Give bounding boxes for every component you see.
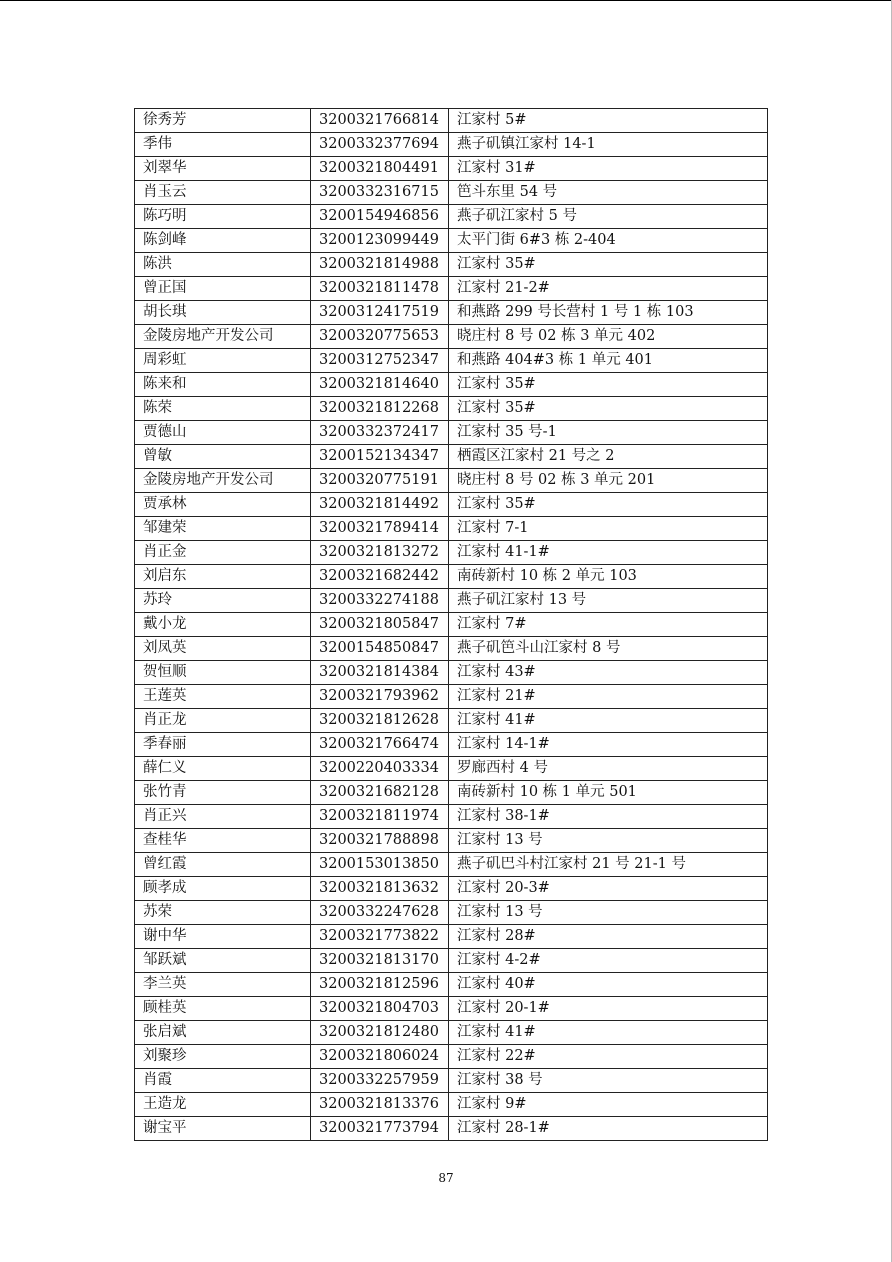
account-cell: 3200320775653 — [311, 325, 449, 349]
address-cell: 江家村 21-2# — [449, 277, 768, 301]
table-row — [135, 541, 768, 565]
account-cell: 3200321766474 — [311, 733, 449, 757]
account-cell: 3200321811974 — [311, 805, 449, 829]
account-cell: 3200152134347 — [311, 445, 449, 469]
account-cell: 3200154946856 — [311, 205, 449, 229]
account-cell: 3200321773794 — [311, 1117, 449, 1141]
account-cell: 3200321766814 — [311, 109, 449, 133]
account-cell: 3200321788898 — [311, 829, 449, 853]
account-cell: 3200321812596 — [311, 973, 449, 997]
account-cell: 3200321814384 — [311, 661, 449, 685]
account-cell: 3200321812628 — [311, 709, 449, 733]
name-cell: 王造龙 — [135, 1093, 311, 1117]
name-cell: 苏玲 — [135, 589, 311, 613]
address-cell: 江家村 38-1# — [449, 805, 768, 829]
address-cell: 江家村 28-1# — [449, 1117, 768, 1141]
account-cell: 3200332316715 — [311, 181, 449, 205]
table-row — [135, 349, 768, 373]
table-row — [135, 1045, 768, 1069]
table-row — [135, 229, 768, 253]
table-row — [135, 1117, 768, 1141]
name-cell: 贾德山 — [135, 421, 311, 445]
address-cell: 晓庄村 8 号 02 栋 3 单元 402 — [449, 325, 768, 349]
table-row — [135, 925, 768, 949]
address-cell: 太平门街 6#3 栋 2-404 — [449, 229, 768, 253]
name-cell: 肖正兴 — [135, 805, 311, 829]
account-cell: 3200220403334 — [311, 757, 449, 781]
address-cell: 江家村 35# — [449, 253, 768, 277]
account-cell: 3200123099449 — [311, 229, 449, 253]
address-cell: 和燕路 404#3 栋 1 单元 401 — [449, 349, 768, 373]
table-row — [135, 397, 768, 421]
address-cell: 晓庄村 8 号 02 栋 3 单元 201 — [449, 469, 768, 493]
address-cell: 江家村 35# — [449, 373, 768, 397]
account-cell: 3200320775191 — [311, 469, 449, 493]
table-row — [135, 949, 768, 973]
name-cell: 邹跃斌 — [135, 949, 311, 973]
account-cell: 3200332247628 — [311, 901, 449, 925]
name-cell: 贾承林 — [135, 493, 311, 517]
account-cell: 3200321813272 — [311, 541, 449, 565]
table-row — [135, 205, 768, 229]
table-row — [135, 829, 768, 853]
table-row — [135, 973, 768, 997]
name-cell: 刘翠华 — [135, 157, 311, 181]
address-cell: 燕子矶镇江家村 14-1 — [449, 133, 768, 157]
name-cell: 谢中华 — [135, 925, 311, 949]
table-row — [135, 1069, 768, 1093]
top-rule — [0, 0, 892, 1]
table-row — [135, 133, 768, 157]
table-row — [135, 877, 768, 901]
table-row — [135, 685, 768, 709]
name-cell: 金陵房地产开发公司 — [135, 325, 311, 349]
account-cell: 3200312417519 — [311, 301, 449, 325]
address-cell: 江家村 41# — [449, 709, 768, 733]
name-cell: 查桂华 — [135, 829, 311, 853]
account-cell: 3200321805847 — [311, 613, 449, 637]
address-cell: 江家村 22# — [449, 1045, 768, 1069]
address-cell: 江家村 35 号-1 — [449, 421, 768, 445]
table-row — [135, 373, 768, 397]
address-cell: 江家村 35# — [449, 493, 768, 517]
address-cell: 燕子矶巴斗村江家村 21 号 21-1 号 — [449, 853, 768, 877]
account-cell: 3200321813632 — [311, 877, 449, 901]
table-row — [135, 709, 768, 733]
address-cell: 南砖新村 10 栋 1 单元 501 — [449, 781, 768, 805]
name-cell: 周彩虹 — [135, 349, 311, 373]
table-row — [135, 325, 768, 349]
name-cell: 肖正龙 — [135, 709, 311, 733]
table-row — [135, 733, 768, 757]
name-cell: 胡长琪 — [135, 301, 311, 325]
records-table — [134, 108, 768, 1141]
account-cell: 3200321812268 — [311, 397, 449, 421]
name-cell: 顾孝成 — [135, 877, 311, 901]
name-cell: 季伟 — [135, 133, 311, 157]
table-row — [135, 1021, 768, 1045]
table-row — [135, 445, 768, 469]
address-cell: 江家村 14-1# — [449, 733, 768, 757]
table-row — [135, 517, 768, 541]
name-cell: 刘启东 — [135, 565, 311, 589]
table-row — [135, 637, 768, 661]
table-row — [135, 613, 768, 637]
table-row — [135, 109, 768, 133]
address-cell: 江家村 7# — [449, 613, 768, 637]
name-cell: 李兰英 — [135, 973, 311, 997]
account-cell: 3200321814988 — [311, 253, 449, 277]
address-cell: 江家村 35# — [449, 397, 768, 421]
account-cell: 3200332377694 — [311, 133, 449, 157]
records-table-body — [135, 109, 768, 1141]
table-row — [135, 661, 768, 685]
address-cell: 栖霞区江家村 21 号之 2 — [449, 445, 768, 469]
account-cell: 3200153013850 — [311, 853, 449, 877]
name-cell: 金陵房地产开发公司 — [135, 469, 311, 493]
table-row — [135, 277, 768, 301]
address-cell: 江家村 41-1# — [449, 541, 768, 565]
name-cell: 邹建荣 — [135, 517, 311, 541]
address-cell: 罗廊西村 4 号 — [449, 757, 768, 781]
name-cell: 张启斌 — [135, 1021, 311, 1045]
name-cell: 陈洪 — [135, 253, 311, 277]
name-cell: 曾正国 — [135, 277, 311, 301]
address-cell: 江家村 41# — [449, 1021, 768, 1045]
table-row — [135, 253, 768, 277]
name-cell: 徐秀芳 — [135, 109, 311, 133]
name-cell: 陈来和 — [135, 373, 311, 397]
account-cell: 3200321682442 — [311, 565, 449, 589]
account-cell: 3200321804703 — [311, 997, 449, 1021]
name-cell: 张竹青 — [135, 781, 311, 805]
table-row — [135, 1093, 768, 1117]
address-cell: 燕子矶江家村 13 号 — [449, 589, 768, 613]
name-cell: 曾红霞 — [135, 853, 311, 877]
table-row — [135, 757, 768, 781]
name-cell: 顾桂英 — [135, 997, 311, 1021]
table-row — [135, 421, 768, 445]
account-cell: 3200321806024 — [311, 1045, 449, 1069]
address-cell: 燕子矶笆斗山江家村 8 号 — [449, 637, 768, 661]
address-cell: 燕子矶江家村 5 号 — [449, 205, 768, 229]
name-cell: 刘聚珍 — [135, 1045, 311, 1069]
account-cell: 3200321812480 — [311, 1021, 449, 1045]
address-cell: 江家村 31# — [449, 157, 768, 181]
name-cell: 刘凤英 — [135, 637, 311, 661]
address-cell: 江家村 7-1 — [449, 517, 768, 541]
account-cell: 3200321811478 — [311, 277, 449, 301]
account-cell: 3200321814492 — [311, 493, 449, 517]
name-cell: 曾敏 — [135, 445, 311, 469]
name-cell: 陈荣 — [135, 397, 311, 421]
table-row — [135, 901, 768, 925]
name-cell: 王莲英 — [135, 685, 311, 709]
account-cell: 3200321682128 — [311, 781, 449, 805]
table-row — [135, 853, 768, 877]
account-cell: 3200321813170 — [311, 949, 449, 973]
account-cell: 3200321814640 — [311, 373, 449, 397]
account-cell: 3200321793962 — [311, 685, 449, 709]
address-cell: 江家村 9# — [449, 1093, 768, 1117]
table-row — [135, 469, 768, 493]
table-row — [135, 301, 768, 325]
address-cell: 江家村 21# — [449, 685, 768, 709]
address-cell: 江家村 43# — [449, 661, 768, 685]
account-cell: 3200321773822 — [311, 925, 449, 949]
address-cell: 江家村 13 号 — [449, 901, 768, 925]
account-cell: 3200321789414 — [311, 517, 449, 541]
address-cell: 南砖新村 10 栋 2 单元 103 — [449, 565, 768, 589]
address-cell: 江家村 40# — [449, 973, 768, 997]
address-cell: 江家村 13 号 — [449, 829, 768, 853]
name-cell: 肖玉云 — [135, 181, 311, 205]
table-row — [135, 181, 768, 205]
table-row — [135, 565, 768, 589]
name-cell: 戴小龙 — [135, 613, 311, 637]
account-cell: 3200332257959 — [311, 1069, 449, 1093]
account-cell: 3200154850847 — [311, 637, 449, 661]
table-row — [135, 781, 768, 805]
account-cell: 3200321813376 — [311, 1093, 449, 1117]
account-cell: 3200312752347 — [311, 349, 449, 373]
table-row — [135, 157, 768, 181]
account-cell: 3200321804491 — [311, 157, 449, 181]
address-cell: 江家村 38 号 — [449, 1069, 768, 1093]
table-row — [135, 997, 768, 1021]
page-number: 87 — [438, 1171, 454, 1185]
address-cell: 江家村 20-1# — [449, 997, 768, 1021]
table-row — [135, 805, 768, 829]
address-cell: 江家村 20-3# — [449, 877, 768, 901]
name-cell: 薛仁义 — [135, 757, 311, 781]
account-cell: 3200332372417 — [311, 421, 449, 445]
name-cell: 陈巧明 — [135, 205, 311, 229]
name-cell: 肖正金 — [135, 541, 311, 565]
table-row — [135, 493, 768, 517]
name-cell: 季春丽 — [135, 733, 311, 757]
address-cell: 江家村 4-2# — [449, 949, 768, 973]
address-cell: 和燕路 299 号长营村 1 号 1 栋 103 — [449, 301, 768, 325]
name-cell: 陈剑峰 — [135, 229, 311, 253]
name-cell: 苏荣 — [135, 901, 311, 925]
name-cell: 贺恒顺 — [135, 661, 311, 685]
name-cell: 肖霞 — [135, 1069, 311, 1093]
address-cell: 笆斗东里 54 号 — [449, 181, 768, 205]
name-cell: 谢宝平 — [135, 1117, 311, 1141]
table-row — [135, 589, 768, 613]
account-cell: 3200332274188 — [311, 589, 449, 613]
address-cell: 江家村 5# — [449, 109, 768, 133]
address-cell: 江家村 28# — [449, 925, 768, 949]
